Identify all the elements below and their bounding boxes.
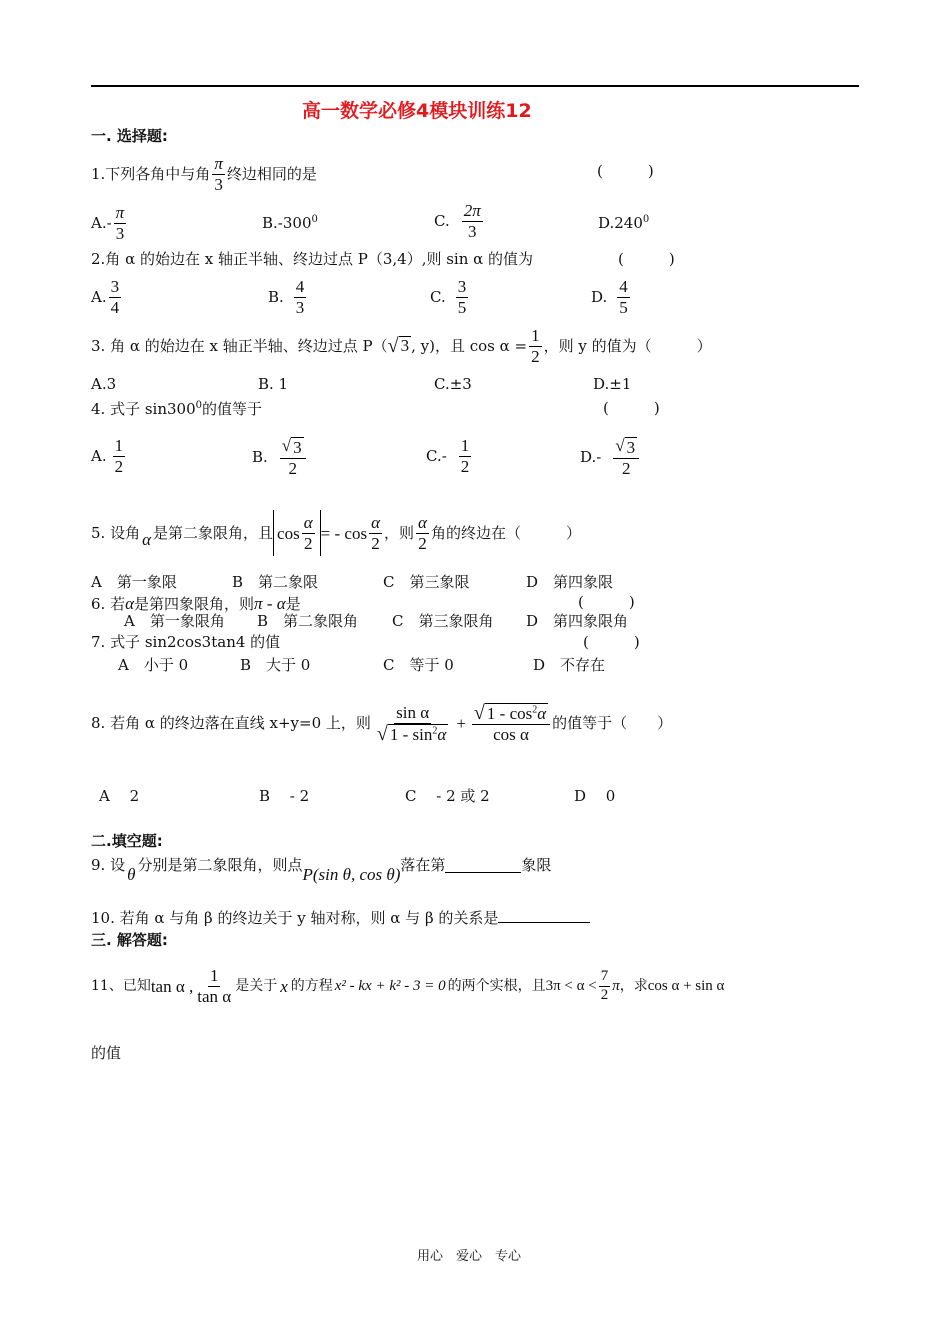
q4-answer-paren: ( ) <box>603 399 660 417</box>
q7-option-c: C 等于 0 <box>383 656 454 674</box>
q8-option-a: A 2 <box>99 787 140 805</box>
q6-option-a: A 第一象限角 <box>124 612 225 630</box>
q7-answer-paren: ( ) <box>583 633 640 651</box>
q1-lead: 1.下列各角中与角 <box>91 164 211 183</box>
q6-option-c: C 第三象限角 <box>392 612 494 630</box>
q4-option-a: A. $\frac{1}{2}$ <box>91 436 124 476</box>
q6-answer-paren: ( ) <box>578 593 635 611</box>
q1-option-b: $B.-300^0$ <box>262 214 318 232</box>
q1-option-a: A.- $\frac{\pi}{3}$ <box>91 203 125 243</box>
question-1 <box>91 154 317 194</box>
q3-sqrt: √ 3 <box>387 335 410 358</box>
q11-line-2: 的值 <box>91 1044 122 1062</box>
q8-fraction-1: sin α √ $1 - \sin^2\alpha$ <box>376 703 447 745</box>
q2-answer-paren: ( ) <box>618 250 675 268</box>
q2-option-a: A. $\frac{3}{4}$ <box>91 277 120 317</box>
q4-option-b: B. √ 3 2 <box>252 436 308 478</box>
question-3: 3. 角 α 的始边在 x 轴正半轴、终边过点 P（ √ 3 , y)，且 cos α = $\frac{1}{2}$ ，则 y 的值为（ ） <box>91 326 712 366</box>
q1-option-c: C. $\frac{2\pi}{3}$ <box>434 201 481 241</box>
q2-option-d: D. $\frac{4}{5}$ <box>591 277 628 317</box>
q1-option-d: D.240$^0$ <box>598 214 650 232</box>
q1-tail: 终边相同的是 <box>226 164 317 183</box>
q2-option-c: C. $\frac{3}{5}$ <box>430 277 467 317</box>
section-solve-heading: 三. 解答题: <box>91 931 168 949</box>
q5-absolute-value: cos $\frac{\alpha}{2}$ <box>273 510 321 556</box>
page-footer: 用心 爱心 专心 <box>417 1249 522 1264</box>
q8-option-b: B - 2 <box>259 787 310 805</box>
question-4: 4. 式子 $\sin 300^0$的值等于 <box>91 400 263 418</box>
q2-option-b: B. $\frac{4}{3}$ <box>268 277 305 317</box>
q5-option-d: D 第四象限 <box>526 573 614 591</box>
q1-answer-paren: ( ) <box>597 162 654 180</box>
question-10: 10. 若角 α 与角 β 的终边关于 y 轴对称，则 α 与 β 的关系是 <box>91 908 590 926</box>
q7-option-a: A 小于 0 <box>118 656 189 674</box>
q8-option-d: D 0 <box>574 787 616 805</box>
q8-option-c: C - 2 或 2 <box>405 787 490 805</box>
q5-option-b: B 第二象限 <box>232 573 319 591</box>
header-rule <box>91 85 859 87</box>
q5-option-c: C 第三象限 <box>383 573 470 591</box>
question-11: 11、已知 tan α , $\frac{1}{\text{tan α}}$ 是关于 x 的方程 x² - kx + k² - 3 = 0 的两个实根，且 3π < α < $\frac{7}{2}$ π ，求 cos α + sin α <box>91 966 725 1006</box>
q4-option-d: D.- √ 3 2 <box>580 436 641 478</box>
q6-option-d: D 第四象限角 <box>526 612 629 630</box>
question-2: 2.角 α 的始边在 x 轴正半轴、终边过点 P（3,4）,则 sin α 的值为 <box>91 250 534 268</box>
q5-option-a: A 第一象限 <box>91 573 177 591</box>
section-fill-heading: 二.填空题: <box>91 832 163 850</box>
q10-answer-blank[interactable] <box>498 908 590 923</box>
q4-option-c: C.- $\frac{1}{2}$ <box>426 436 470 476</box>
question-5: 5. 设角 α 是第二象限角，且 cos $\frac{\alpha}{2}$ = - cos $\frac{\alpha}{2}$ ，则 $\frac{\alpha}{2}$ 角的终边在（ ） <box>91 510 581 556</box>
q8-fraction-2: √ $1 - \cos^2\alpha$ cos α <box>472 703 550 744</box>
q3-option-d: D.±1 <box>593 375 632 393</box>
q3-option-a: A.3 <box>91 375 117 393</box>
question-6: 6. 若α是第四象限角，则π - α是 <box>91 594 301 613</box>
question-9: 9. 设 θ 分别是第二象限角，则点 P(sin θ, cos θ) 落在第 象限 <box>91 856 552 884</box>
section-choice-heading: 一. 选择题: <box>91 127 168 145</box>
q7-option-b: B 大于 0 <box>240 656 311 674</box>
q1-fraction: $\frac{\pi}{3}$ <box>214 154 223 194</box>
q7-option-d: D 不存在 <box>533 656 606 674</box>
question-8: 8. 若角 α 的终边落在直线 x+y=0 上，则 sin α √ $1 - \sin^2\alpha$ + √ $1 - \cos^2\alpha$ cos α 的值等于（ ） <box>91 702 673 745</box>
q3-option-b: B. 1 <box>258 375 289 393</box>
question-7: 7. 式子 sin2cos3tan4 的值 <box>91 633 281 651</box>
q3-option-c: C.±3 <box>434 375 472 393</box>
q9-answer-blank[interactable] <box>445 858 521 873</box>
q6-option-b: B 第二象限角 <box>257 612 359 630</box>
page-title: 高一数学必修4模块训练12 <box>302 100 532 122</box>
